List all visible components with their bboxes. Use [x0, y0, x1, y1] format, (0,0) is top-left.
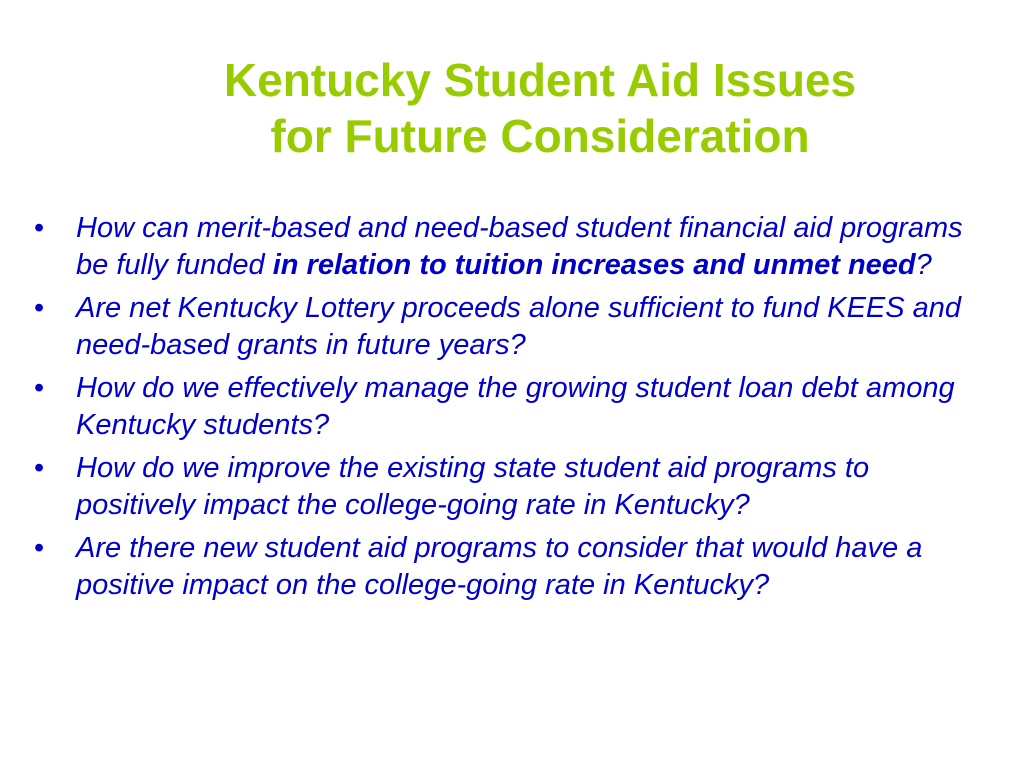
bullet-text-1-pre: How can merit-based and need-based student financial aid programs be fully funded — [76, 212, 963, 281]
bullet-marker: • — [34, 212, 45, 244]
slide-title-line-2: for Future Consideration — [270, 110, 810, 162]
bullet-text-1-post: ? — [915, 249, 932, 281]
bullet-marker: • — [34, 292, 45, 324]
bullet-marker: • — [34, 452, 45, 484]
bullet-item-2 — [28, 290, 988, 364]
bullet-text-2: Are net Kentucky Lottery proceeds alone sufficient to fund KEES and need-based grants in future years? — [76, 292, 962, 361]
bullet-marker: • — [34, 532, 45, 564]
bullet-marker: • — [34, 372, 45, 404]
bullet-text-4: How do we improve the existing state student aid programs to positively impact the college-going rate in Kentucky? — [76, 452, 870, 521]
bullet-text-3: How do we effectively manage the growing student loan debt among Kentucky students? — [76, 372, 955, 441]
bullet-item-1 — [28, 210, 988, 284]
bullet-text-5: Are there new student aid programs to consider that would have a positive impact on the college-going rate in Kentucky? — [76, 532, 923, 601]
bullet-item-5 — [28, 530, 988, 604]
slide-title-line-1: Kentucky Student Aid Issues — [223, 54, 857, 106]
bullet-item-4 — [28, 450, 988, 524]
bullet-item-3 — [28, 370, 988, 444]
slide-title — [100, 52, 980, 164]
bullet-list — [28, 210, 988, 610]
bullet-text-1-bold: in relation to tuition increases and unmet need — [272, 249, 916, 281]
